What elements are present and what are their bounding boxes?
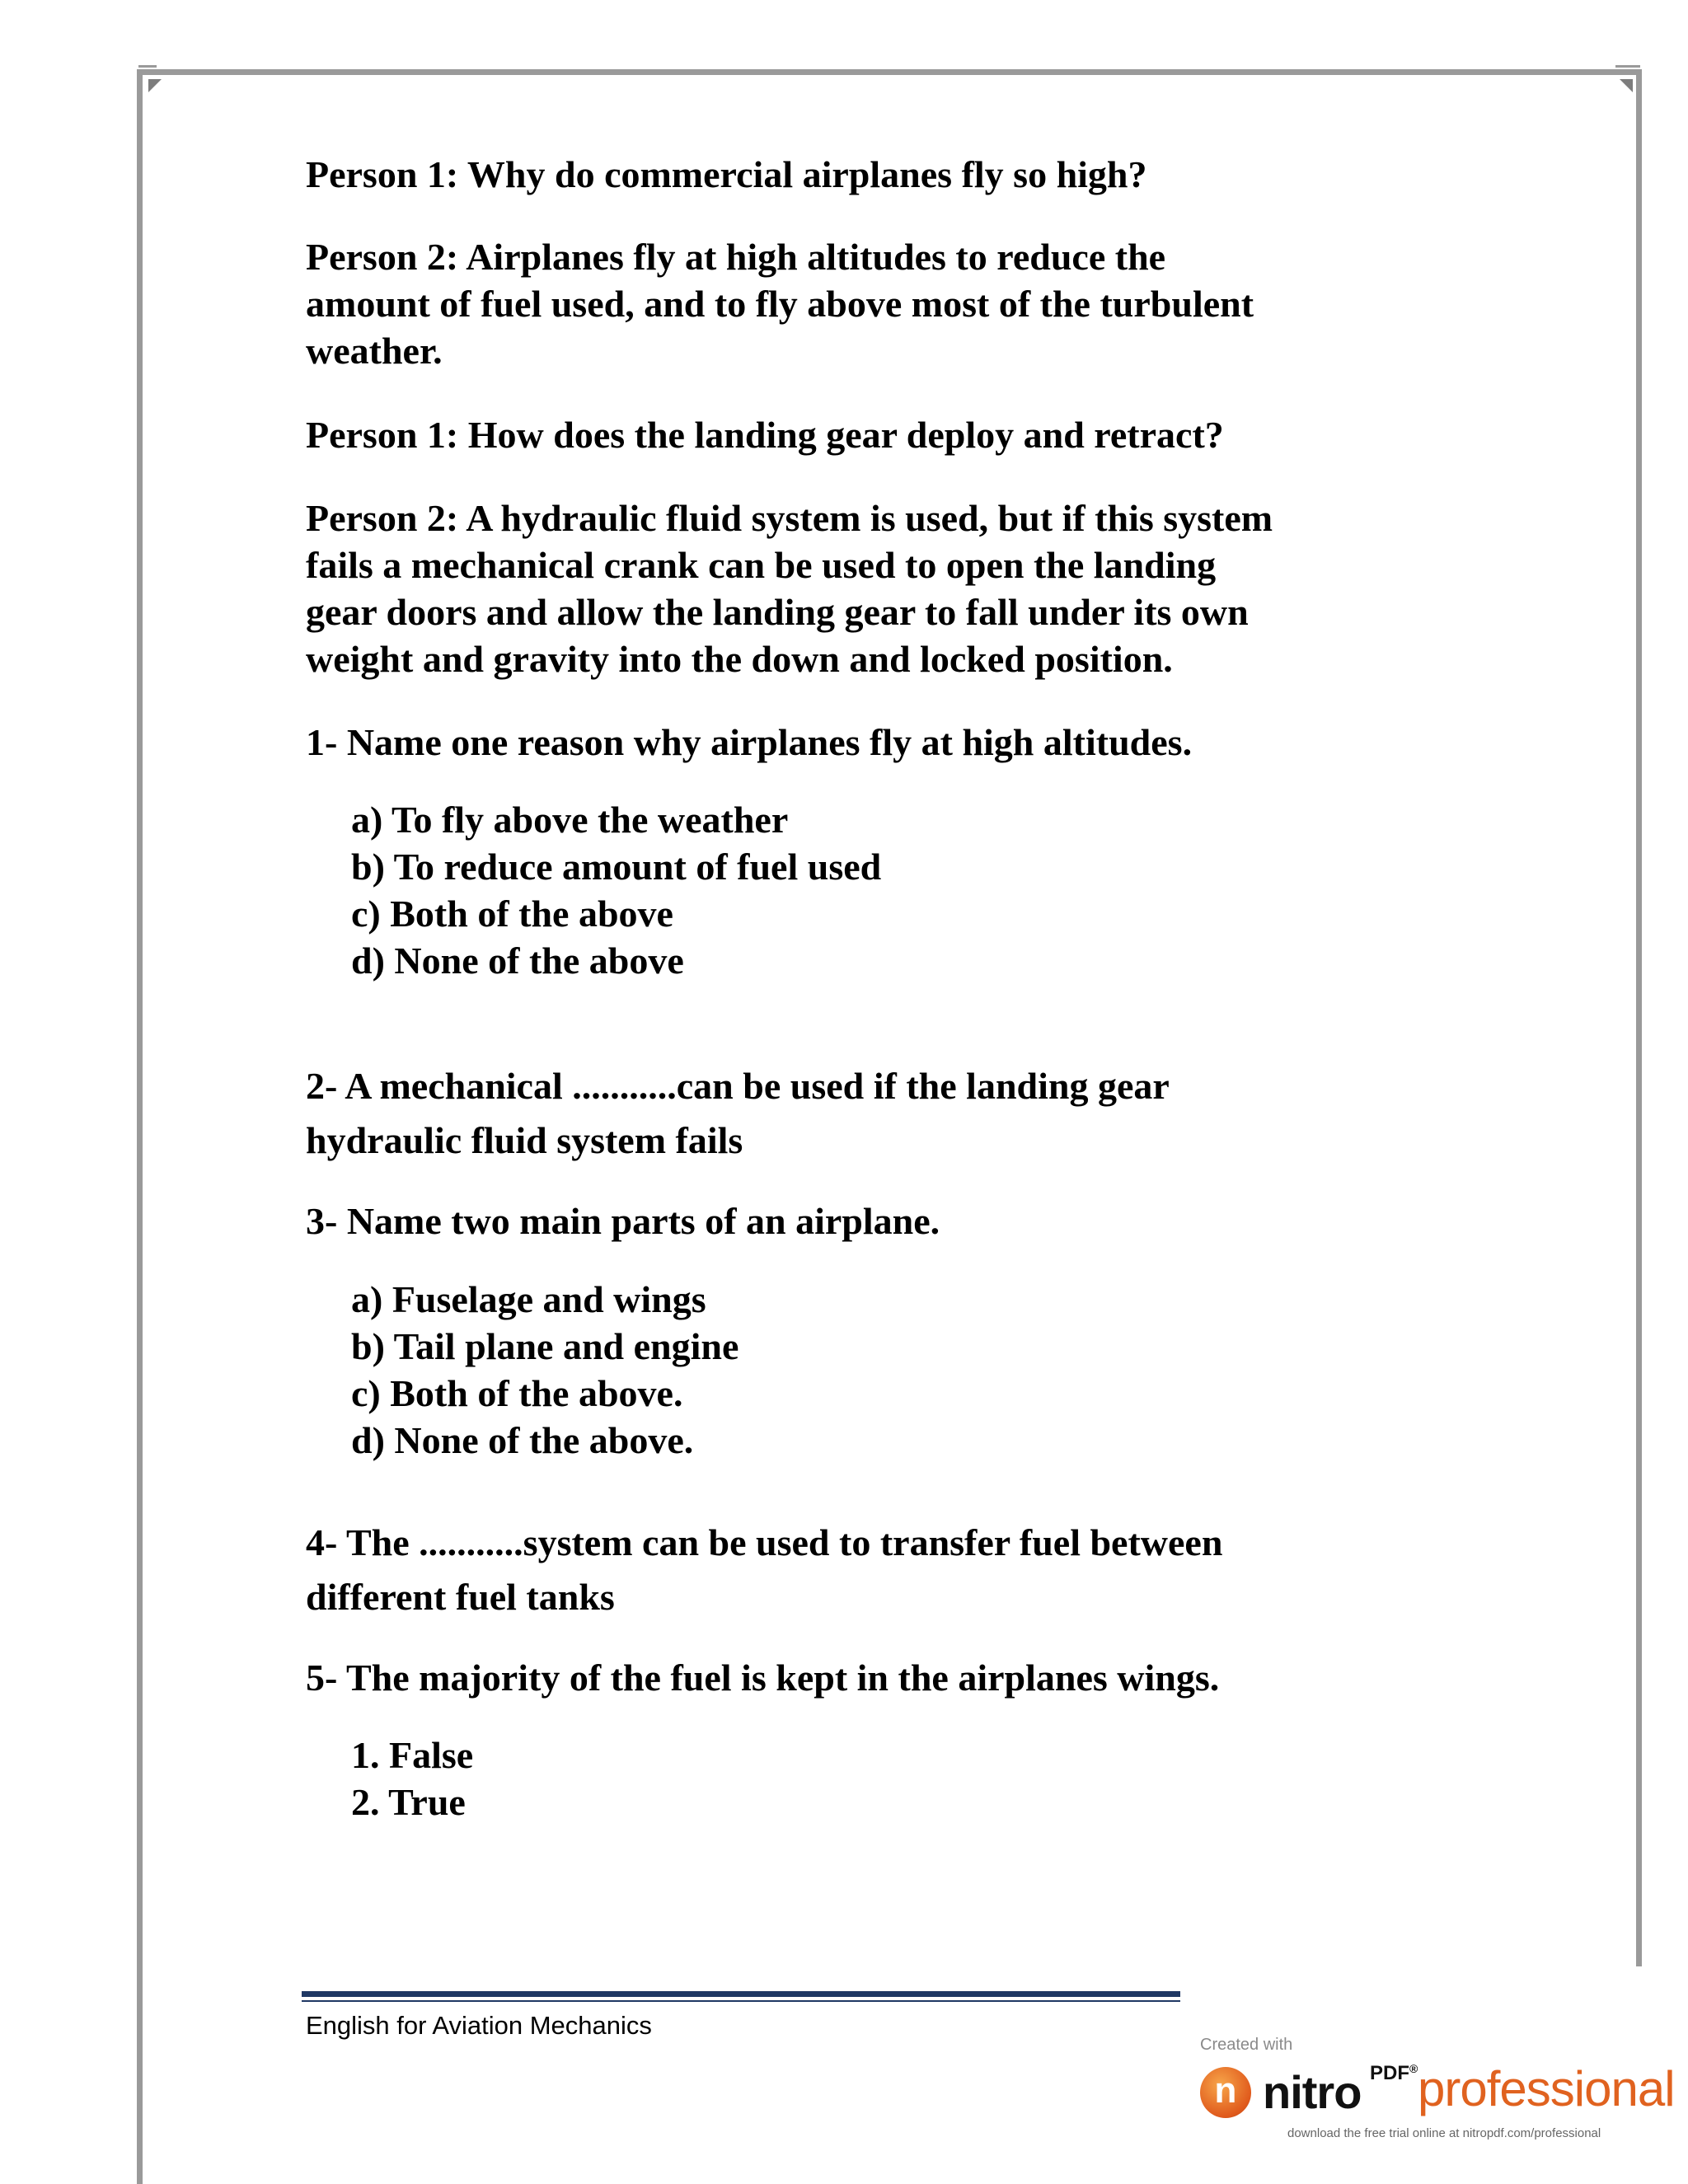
nitro-logo-icon: n (1200, 2067, 1251, 2118)
question-4: 4- The ...........system can be used to transfer fuel between (306, 1521, 1223, 1563)
question-5-option-2: 2. True (351, 1781, 466, 1823)
question-3-option-b: b) Tail plane and engine (351, 1325, 739, 1367)
created-with-label: Created with (1200, 2036, 1293, 2054)
footer-rule (302, 2000, 1180, 2002)
dialogue-line: Person 2: A hydraulic fluid system is used, but if this system (306, 497, 1273, 539)
question-1-option-b: b) To reduce amount of fuel used (351, 846, 882, 888)
dialogue-line: gear doors and allow the landing gear to fall under its own (306, 591, 1249, 633)
question-2: 2- A mechanical ...........can be used if the landing gear (306, 1065, 1170, 1107)
nitro-pdf-mark: PDF® (1370, 2062, 1418, 2084)
nitro-product: professional (1418, 2061, 1675, 2116)
question-1-option-a: a) To fly above the weather (351, 799, 789, 841)
dialogue-line: weather. (306, 330, 443, 372)
question-3: 3- Name two main parts of an airplane. (306, 1200, 940, 1242)
question-1-option-c: c) Both of the above (351, 893, 673, 935)
footer-text: English for Aviation Mechanics (306, 2011, 652, 2040)
question-1-option-d: d) None of the above (351, 940, 684, 982)
nitro-brand: nitro (1263, 2066, 1362, 2118)
page-border-right (1636, 69, 1642, 1966)
question-5: 5- The majority of the fuel is kept in the airplanes wings. (306, 1657, 1220, 1699)
nitro-watermark (1197, 2036, 1675, 2151)
question-2: hydraulic fluid system fails (306, 1119, 743, 1161)
dialogue-line: Person 2: Airplanes fly at high altitudes to reduce the (306, 236, 1166, 278)
question-4: different fuel tanks (306, 1576, 615, 1618)
page-border-dash (138, 65, 157, 68)
dialogue-line: fails a mechanical crank can be used to open the landing (306, 544, 1217, 586)
nitro-download-note: download the free trial online at nitropdf.com/professional (1287, 2126, 1601, 2140)
dialogue-line: amount of fuel used, and to fly above most of the turbulent (306, 283, 1254, 325)
question-1: 1- Name one reason why airplanes fly at high altitudes. (306, 721, 1193, 763)
question-3-option-a: a) Fuselage and wings (351, 1278, 706, 1320)
dialogue-line: Person 1: How does the landing gear deploy and retract? (306, 414, 1224, 456)
corner-ornament (1620, 79, 1633, 92)
question-3-option-c: c) Both of the above. (351, 1372, 683, 1414)
page-border-left (137, 69, 143, 2184)
corner-ornament (148, 79, 162, 92)
dialogue-line: weight and gravity into the down and locked position. (306, 638, 1173, 680)
page-border-top (138, 69, 1640, 75)
page-border-dash (1615, 65, 1640, 68)
question-3-option-d: d) None of the above. (351, 1419, 694, 1461)
footer-rule (302, 1991, 1180, 1997)
question-5-option-1: 1. False (351, 1734, 474, 1776)
dialogue-line: Person 1: Why do commercial airplanes fly so high? (306, 153, 1147, 195)
